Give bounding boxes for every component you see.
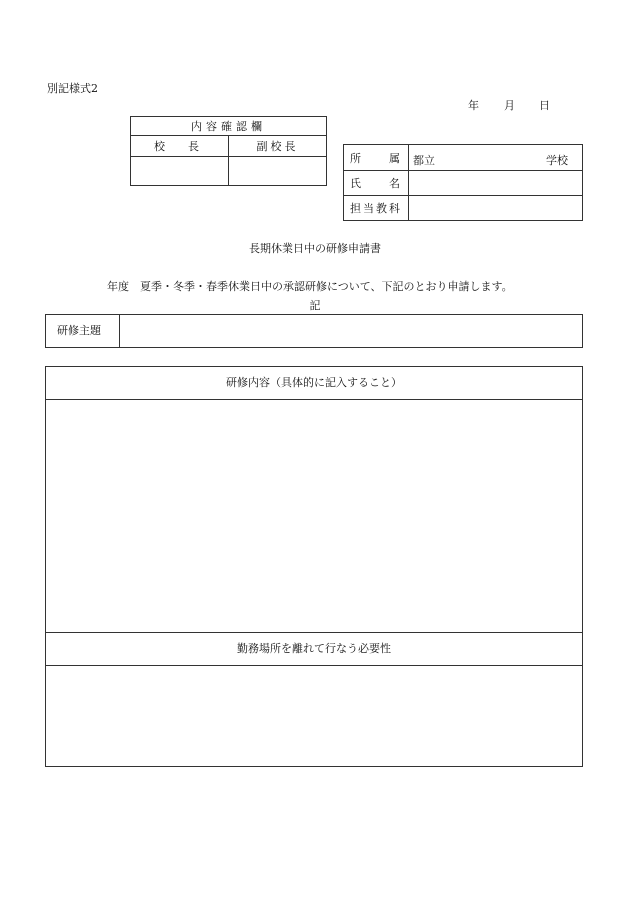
vice-principal-header: 副校長 [229,136,327,157]
content-label: 研修内容（具体的に記入すること） [226,376,402,389]
necessity-input-area[interactable] [46,666,582,766]
principal-header: 校 長 [131,136,229,157]
date-month-label: 月 [504,99,515,112]
affiliation-field[interactable] [409,145,583,171]
theme-label-cell [45,314,120,348]
subject-field[interactable] [409,196,583,221]
name-label: 氏 名 [344,171,409,196]
affiliation-label: 所 属 [344,145,409,171]
name-field[interactable] [409,171,583,196]
confirmation-table [130,116,327,186]
date-day-label: 日 [539,99,550,112]
affiliation-prefix: 都立 [413,154,435,167]
form-id: 別記様式2 [47,82,98,95]
content-header [46,367,582,400]
applicant-table [343,144,583,221]
confirmation-title: 内容確認欄 [131,117,327,136]
training-content-box [45,366,583,767]
content-input-area[interactable] [46,400,582,632]
document-title: 長期休業日中の研修申請書 [249,242,381,255]
necessity-header [46,632,582,666]
ki-label: 記 [309,299,321,312]
date-year-label: 年 [468,99,479,112]
principal-seal-cell[interactable] [131,157,229,186]
training-theme-row [45,314,583,348]
application-statement: 年度 夏季・冬季・春季休業日中の承認研修について、下記のとおり申請します。 [107,280,513,293]
subject-label: 担当教科 [344,196,409,221]
vice-principal-seal-cell[interactable] [229,157,327,186]
theme-input-area[interactable] [120,315,582,347]
necessity-label: 勤務場所を離れて行なう必要性 [237,642,391,655]
affiliation-suffix: 学校 [546,154,568,167]
theme-label: 研修主題 [57,324,101,337]
